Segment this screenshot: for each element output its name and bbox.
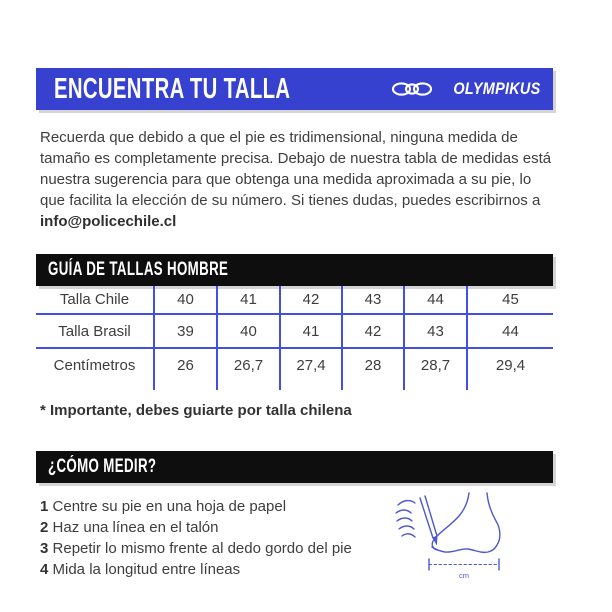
step-text: Haz una línea en el talón <box>52 519 219 536</box>
table-line-stub <box>36 382 155 390</box>
step-number: 2 <box>40 519 49 536</box>
table-cell: 42 <box>281 286 343 315</box>
olympikus-logo <box>392 79 541 99</box>
table-cell: 28,7 <box>405 349 468 382</box>
table-cell: 41 <box>218 286 281 315</box>
table-cell: 42 <box>343 315 405 349</box>
size-guide-page <box>0 68 612 612</box>
table-line-stub <box>405 382 468 390</box>
table-line-stub <box>218 382 281 390</box>
table-cell: 44 <box>468 315 553 349</box>
table-cell: 43 <box>405 315 468 349</box>
page-title: ENCUENTRA TU TALLA <box>54 72 291 105</box>
table-cell: 41 <box>281 315 343 349</box>
how-to-measure-header-bar <box>36 451 553 483</box>
table-line-stub <box>468 382 553 390</box>
how-to-measure-title: ¿CÓMO MEDIR? <box>48 456 157 477</box>
measure-section <box>36 496 553 587</box>
foot-measure-illustration <box>395 492 525 587</box>
step-number: 1 <box>40 498 49 515</box>
step-number: 3 <box>40 540 49 557</box>
step-number: 4 <box>40 561 49 578</box>
measure-step <box>40 517 352 538</box>
measure-step <box>40 538 352 559</box>
intro-paragraph <box>40 127 554 232</box>
cm-unit-label: cm <box>459 571 469 580</box>
table-cell: 40 <box>155 286 218 315</box>
size-table-header-bar <box>36 254 553 286</box>
table-cell: 40 <box>218 315 281 349</box>
table-cell: 26 <box>155 349 218 382</box>
step-text: Centre su pie en una hoja de papel <box>52 498 287 515</box>
row-label: Talla Brasil <box>36 315 155 349</box>
table-cell: 44 <box>405 286 468 315</box>
table-cell: 45 <box>468 286 553 315</box>
row-label: Talla Chile <box>36 286 155 315</box>
size-table-title: GUÍA DE TALLAS HOMBRE <box>48 259 229 280</box>
size-table <box>36 286 553 390</box>
intro-text: Recuerda que debido a que el pie es tridimensional, ninguna medida de tamaño es completamente precisa. Debajo de nuestra tabla de medidas está nuestra sugerencia para que obtenga una medida aproximada a su pie, lo que facilita la elección de su número. Si tienes dudas, puedes escribirnos a <box>40 129 552 209</box>
contact-email-link[interactable]: info@policechile.cl <box>40 213 177 230</box>
table-cell: 27,4 <box>281 349 343 382</box>
step-text: Mida la longitud entre líneas <box>52 561 241 578</box>
table-cell: 43 <box>343 286 405 315</box>
table-line-stub <box>343 382 405 390</box>
measure-steps <box>40 496 352 580</box>
olympikus-logo-text: OLYMPIKUS <box>453 79 541 98</box>
table-cell: 29,4 <box>495 357 526 374</box>
measure-step <box>40 496 352 517</box>
table-cell: 26,7 <box>218 349 281 382</box>
step-text: Repetir lo mismo frente al dedo gordo del pie <box>52 540 352 557</box>
important-note: * Importante, debes guiarte por talla chilena <box>40 402 352 419</box>
table-line-stub <box>155 382 218 390</box>
table-cell: 28 <box>343 349 405 382</box>
table-line-stub <box>281 382 343 390</box>
header-bar <box>36 68 553 110</box>
table-cell: 39 <box>155 315 218 349</box>
row-label: Centímetros <box>36 349 155 382</box>
olympikus-rings-icon <box>392 81 432 97</box>
measure-step <box>40 559 352 580</box>
